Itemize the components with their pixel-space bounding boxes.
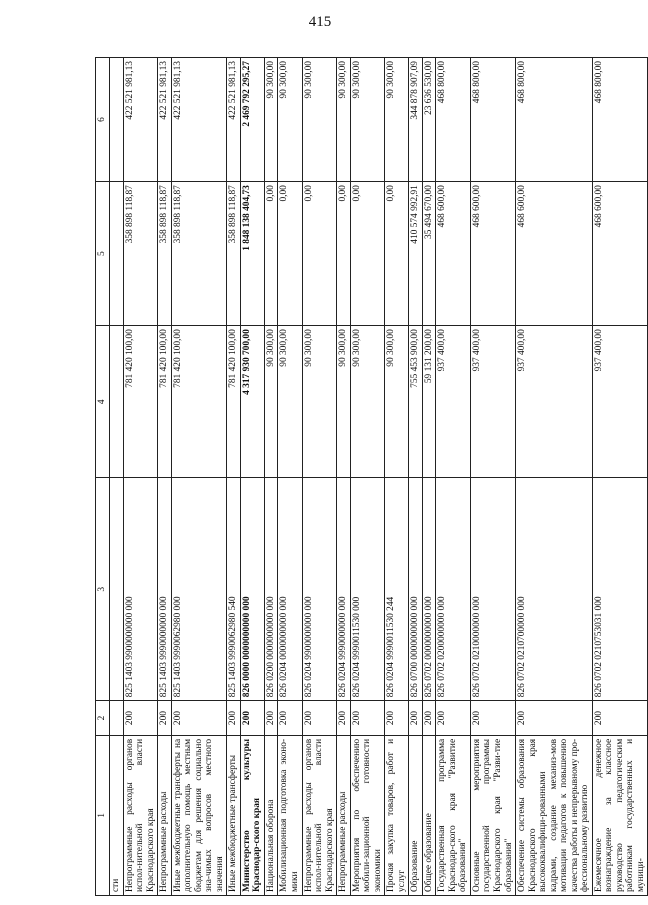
table-body xyxy=(110,58,648,896)
table-cell-c6: 422 521 981,13 xyxy=(171,58,227,182)
table-cell-c3: 826 0204 9990011530 000 xyxy=(350,478,385,701)
table-cell-c6: 90 300,00 xyxy=(337,58,351,182)
table-cell-c6: 90 300,00 xyxy=(302,58,337,182)
table-cell-c1: сти xyxy=(110,735,124,895)
table-row xyxy=(422,58,436,896)
table-row xyxy=(436,58,471,896)
rotated-table-frame xyxy=(95,57,646,896)
table-cell-c1: Общее образование xyxy=(422,735,436,895)
table-cell-c2: 200 xyxy=(385,701,409,736)
table-row xyxy=(278,58,302,896)
table-cell-c6: 468 800,00 xyxy=(470,58,515,182)
table-cell-c6 xyxy=(110,58,124,182)
table-cell-c3: 825 1403 9990062980 540 xyxy=(227,478,241,701)
table-cell-c2: 200 xyxy=(278,701,302,736)
table-cell-c2: 200 xyxy=(337,701,351,736)
table-cell-c3: 826 0200 0000000000 000 xyxy=(264,478,278,701)
table-cell-c6: 422 521 981,13 xyxy=(123,58,158,182)
table-cell-c1: Ежемесячное денежное вознаграждение за классное руководство педагогическим работникам государственных и муници- xyxy=(592,735,648,895)
header-cell: 2 xyxy=(96,701,110,736)
header-cell: 1 xyxy=(96,735,110,895)
table-cell-c1: Основные мероприятия государственной программы Краснодарского края "Разви-тие образования" xyxy=(470,735,515,895)
table-cell-c3: 826 0702 0210700000 000 xyxy=(516,478,593,701)
table-cell-c2: 200 xyxy=(240,701,264,736)
table-cell-c3: 826 0700 0000000000 000 xyxy=(409,478,423,701)
table-cell-c3: 826 0702 0000000000 000 xyxy=(422,478,436,701)
table-cell-c4: 781 420 100,00 xyxy=(171,326,227,478)
table-cell-c1: Иные межбюджетные трансферты на дополнительную помощь местным бюджетам для решения социально зна-чимых вопросов местного значения xyxy=(171,735,227,895)
table-cell-c6: 2 469 792 295,27 xyxy=(240,58,264,182)
table-cell-c2: 200 xyxy=(470,701,515,736)
table-cell-c5: 0,00 xyxy=(264,182,278,326)
table-cell-c2 xyxy=(110,701,124,736)
table-cell-c3: 826 0204 0000000000 000 xyxy=(278,478,302,701)
table-cell-c4: 90 300,00 xyxy=(350,326,385,478)
table-cell-c5: 358 898 118,87 xyxy=(171,182,227,326)
header-cell: 4 xyxy=(96,326,110,478)
table-cell-c2: 200 xyxy=(436,701,471,736)
table-cell-c4: 937 400,00 xyxy=(470,326,515,478)
table-cell-c1: Министерство культуры Краснодар-ского края xyxy=(240,735,264,895)
table-row xyxy=(227,58,241,896)
header-cell: 5 xyxy=(96,182,110,326)
table-cell-c4 xyxy=(110,326,124,478)
page-number: 415 xyxy=(308,14,332,30)
table-cell-c2: 200 xyxy=(158,701,172,736)
table-cell-c1: Непрограммные расходы xyxy=(337,735,351,895)
budget-table xyxy=(95,57,648,896)
table-cell-c6: 468 800,00 xyxy=(592,58,648,182)
table-row xyxy=(592,58,648,896)
table-cell-c4: 59 131 200,00 xyxy=(422,326,436,478)
table-row xyxy=(337,58,351,896)
table-row xyxy=(470,58,515,896)
table-cell-c6: 90 300,00 xyxy=(385,58,409,182)
table-cell-c4: 937 400,00 xyxy=(592,326,648,478)
table-cell-c1: Мобилизационная подготовка эконо-мики xyxy=(278,735,302,895)
table-cell-c2: 200 xyxy=(409,701,423,736)
table-cell-c2: 200 xyxy=(171,701,227,736)
table-cell-c5: 0,00 xyxy=(302,182,337,326)
table-cell-c6: 468 800,00 xyxy=(436,58,471,182)
table-cell-c5: 0,00 xyxy=(385,182,409,326)
table-row xyxy=(264,58,278,896)
table-cell-c5: 0,00 xyxy=(337,182,351,326)
table-cell-c5: 468 600,00 xyxy=(516,182,593,326)
table-row xyxy=(302,58,337,896)
table-cell-c6: 90 300,00 xyxy=(264,58,278,182)
table-cell-c3 xyxy=(110,478,124,701)
table-cell-c4: 90 300,00 xyxy=(385,326,409,478)
table-cell-c6: 90 300,00 xyxy=(350,58,385,182)
table-row xyxy=(123,58,158,896)
table-row xyxy=(240,58,264,896)
table-row xyxy=(171,58,227,896)
table-cell-c3: 825 1403 9990000000 000 xyxy=(158,478,172,701)
table-cell-c3: 826 0702 0210753031 000 xyxy=(592,478,648,701)
table-cell-c5: 0,00 xyxy=(350,182,385,326)
table-row xyxy=(350,58,385,896)
table-cell-c5: 358 898 118,87 xyxy=(123,182,158,326)
table-cell-c1: Национальная оборона xyxy=(264,735,278,895)
header-cell: 6 xyxy=(96,58,110,182)
table-cell-c4: 90 300,00 xyxy=(337,326,351,478)
table-cell-c2: 200 xyxy=(302,701,337,736)
table-cell-c1: Обеспечение системы образования Краснодарского края высококвалифици-рованными кадрами, создание механиз-мов мотивации педагогов к повышению качества работы и непрерывному про-фессиональному развитию xyxy=(516,735,593,895)
table-cell-c5: 468 600,00 xyxy=(436,182,471,326)
table-cell-c6: 90 300,00 xyxy=(278,58,302,182)
header-cell: 3 xyxy=(96,478,110,701)
table-cell-c2: 200 xyxy=(123,701,158,736)
table-cell-c1: Прочая закупка товаров, работ и услуг xyxy=(385,735,409,895)
table-container xyxy=(95,57,646,896)
table-row xyxy=(385,58,409,896)
table-cell-c5 xyxy=(110,182,124,326)
table-cell-c3: 826 0000 0000000000 000 xyxy=(240,478,264,701)
table-cell-c3: 826 0204 9900000000 000 xyxy=(302,478,337,701)
table-cell-c6: 422 521 981,13 xyxy=(158,58,172,182)
header-row xyxy=(96,58,110,896)
table-cell-c1: Иные межбюджетные трансферты xyxy=(227,735,241,895)
table-cell-c3: 825 1403 9990062980 000 xyxy=(171,478,227,701)
table-cell-c4: 781 420 100,00 xyxy=(227,326,241,478)
table-cell-c5: 0,00 xyxy=(278,182,302,326)
table-cell-c4: 4 317 930 700,00 xyxy=(240,326,264,478)
table-cell-c6: 422 521 981,13 xyxy=(227,58,241,182)
table-cell-c3: 826 0702 0200000000 000 xyxy=(436,478,471,701)
table-cell-c5: 468 600,00 xyxy=(470,182,515,326)
table-cell-c4: 937 400,00 xyxy=(516,326,593,478)
table-cell-c6: 344 878 907,09 xyxy=(409,58,423,182)
table-cell-c5: 358 898 118,87 xyxy=(227,182,241,326)
table-cell-c4: 781 420 100,00 xyxy=(123,326,158,478)
table-cell-c2: 200 xyxy=(350,701,385,736)
table-cell-c3: 826 0702 0210000000 000 xyxy=(470,478,515,701)
table-cell-c2: 200 xyxy=(227,701,241,736)
table-cell-c5: 35 494 670,00 xyxy=(422,182,436,326)
table-cell-c5: 468 600,00 xyxy=(592,182,648,326)
table-cell-c6: 468 800,00 xyxy=(516,58,593,182)
table-cell-c4: 781 420 100,00 xyxy=(158,326,172,478)
table-cell-c1: Непрограммные расходы xyxy=(158,735,172,895)
table-row xyxy=(409,58,423,896)
table-cell-c4: 90 300,00 xyxy=(264,326,278,478)
table-cell-c5: 410 574 992,91 xyxy=(409,182,423,326)
table-cell-c4: 937 400,00 xyxy=(436,326,471,478)
table-row xyxy=(110,58,124,896)
table-row xyxy=(516,58,593,896)
table-cell-c1: Непрограммные расходы органов испол-нительной власти Краснодарского края xyxy=(123,735,158,895)
table-cell-c2: 200 xyxy=(264,701,278,736)
table-cell-c3: 826 0204 9990000000 000 xyxy=(337,478,351,701)
table-row xyxy=(158,58,172,896)
table-cell-c4: 755 453 900,00 xyxy=(409,326,423,478)
table-cell-c2: 200 xyxy=(592,701,648,736)
table-cell-c1: Мероприятия по обеспечению мобили-зационной готовности экономики xyxy=(350,735,385,895)
table-cell-c2: 200 xyxy=(516,701,593,736)
table-cell-c1: Непрограммные расходы органов испол-нительной власти Краснодарского края xyxy=(302,735,337,895)
table-cell-c4: 90 300,00 xyxy=(302,326,337,478)
table-cell-c6: 23 636 530,00 xyxy=(422,58,436,182)
table-cell-c1: Государственная программа Краснодар-ского края "Развитие образования" xyxy=(436,735,471,895)
table-cell-c4: 90 300,00 xyxy=(278,326,302,478)
table-cell-c3: 826 0204 9990011530 244 xyxy=(385,478,409,701)
table-cell-c1: Образование xyxy=(409,735,423,895)
table-cell-c5: 1 848 138 404,73 xyxy=(240,182,264,326)
table-cell-c2: 200 xyxy=(422,701,436,736)
table-cell-c5: 358 898 118,87 xyxy=(158,182,172,326)
table-cell-c3: 825 1403 9900000000 000 xyxy=(123,478,158,701)
